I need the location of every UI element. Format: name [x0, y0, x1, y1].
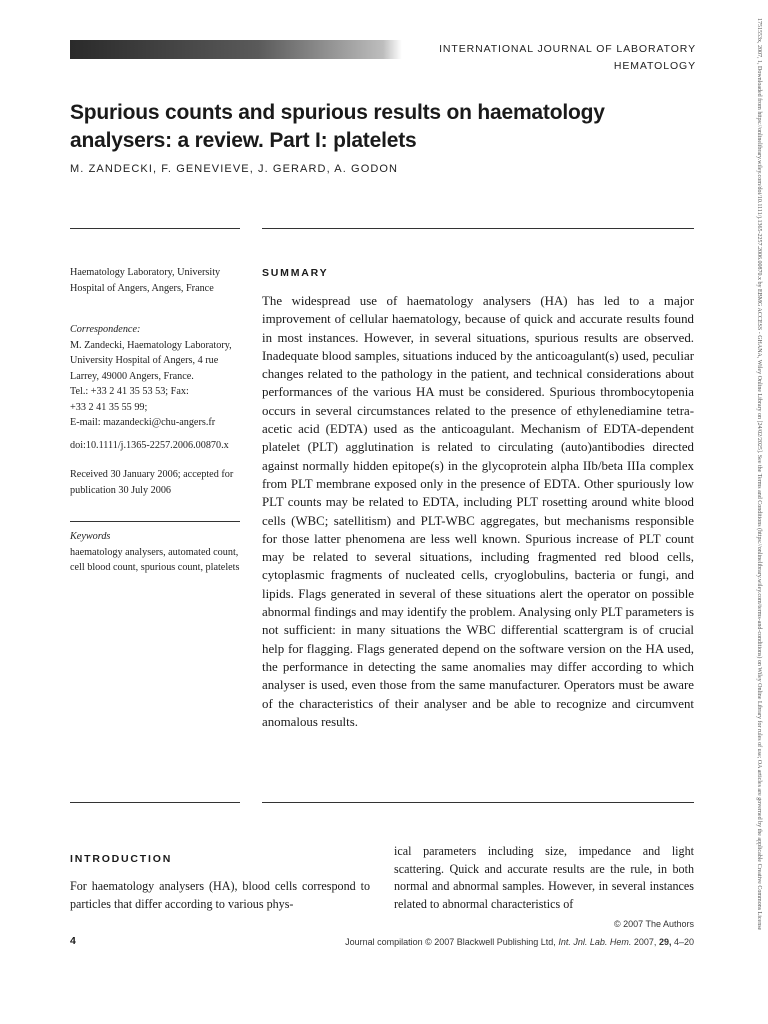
page-number: 4 — [70, 935, 76, 947]
sidebar-top-rule — [70, 228, 240, 229]
summary-bottom-rule — [262, 802, 694, 803]
sidebar-bottom-rule — [70, 802, 240, 803]
correspondence-block — [70, 322, 242, 431]
introduction-text-right: ical parameters including size, impedance and light scattering. Quick and accurate results are the rule, in both normal and abnormal samples. However, in several instances related to abnormal characteristics of — [394, 844, 694, 911]
correspondence-label: Correspondence: — [70, 324, 141, 335]
correspondence-email[interactable]: E-mail: mazandecki@chu-angers.fr — [70, 417, 216, 428]
introduction-text-left: For haematology analysers (HA), blood cells correspond to particles that differ according to various phys- — [70, 879, 370, 911]
keywords-list: haematology analysers, automated count, cell blood count, spurious count, platelets — [70, 546, 240, 573]
journal-abbreviation: Int. Jnl. Lab. Hem. — [558, 937, 632, 947]
received-dates: Received 30 January 2006; accepted for publication 30 July 2006 — [70, 469, 234, 496]
correspondence-address: M. Zandecki, Haematology Laboratory, University Hospital of Angers, 4 rue Larrey, 49000 Angers, France. — [70, 339, 232, 382]
affiliation: Haematology Laboratory, University Hospital of Angers, Angers, France — [70, 267, 221, 294]
correspondence-tel: Tel.: +33 2 41 35 53 53; Fax: — [70, 386, 189, 397]
summary-top-rule — [262, 228, 694, 229]
footer-citation — [260, 937, 694, 947]
doi[interactable]: doi:10.1111/j.1365-2257.2006.00870.x — [70, 440, 229, 451]
keywords-label: Keywords — [70, 531, 111, 542]
citation-volume: 29, — [658, 937, 672, 947]
correspondence-fax: +33 2 41 35 55 99; — [70, 401, 148, 413]
summary-heading: SUMMARY — [262, 267, 329, 279]
introduction-heading: INTRODUCTION — [70, 853, 173, 865]
summary-text: The widespread use of haematology analysers (HA) has led to a major improvement of cellular haematology, because of quick and accurate results found in most instances. However, in several situations, spurious results are observed. Inadequate blood samples, situations induced by the anticoagulant(s) used, peculiar changes related to the pathology in the patient, and technical considerations about performances of the various HA must be considered. Spurious thrombocytopenia occurs in several circumstances related to the presence of ethylenediamine tetra-acetic acid (EDTA) used as the anticoagulant. Mechanism of EDTA-dependent platelet (PLT) agglutination is related to circulating (auto)antibodies directed against normally hidden epitope(s) in the glycoprotein alpha IIb/beta IIIa complex from PLT membrane exposed only in the presence of EDTA. Other spuriously low PLT counts may be related to EDTA, including PLT rosetting around white blood cells (WBC; satellitism) and PLT-WBC aggregates, but mechanisms responsible for those latter phenomena are less well known. Spurious increase of PLT count may be related to several situations, including fragmented red blood cells, cytoplasmic fragments of nucleated cells, cryoglobulins, bacteria or fungi, and lipids. Flags generated in several of these situations alert the operator on possible abnormal findings and may identify the problem. Analysing only PLT parameters is not sufficient: in many situations the WBC differential scattergram is of crucial help for flagging. Flags generated depend on the software version on the HA used, the performance in detecting the same anomalies may differ according to which analyser is used, even those from the same manufacturer. Operators must be aware of the characteristics of their analyser and be able to recognize and circumvent anomalous results. — [262, 294, 694, 729]
citation-pages: 4–20 — [673, 937, 694, 947]
author-list: M. ZANDECKI, F. GENEVIEVE, J. GERARD, A. GODON — [70, 163, 399, 175]
article-title: Spurious counts and spurious results on haematology analysers: a review. Part I: platelets — [70, 101, 605, 152]
keywords-block — [70, 529, 242, 576]
copyright: © 2007 The Authors — [613, 919, 694, 929]
journal-compilation: Journal compilation © 2007 Blackwell Publishing Ltd, — [345, 937, 556, 947]
keywords-rule — [70, 521, 240, 522]
journal-name: INTERNATIONAL JOURNAL OF LABORATORY HEMATOLOGY — [439, 43, 696, 72]
download-margin-note: 1751553x, 2007, 1, Downloaded from https://onlinelibrary.wiley.com/doi/10.1111/j.1365-2257.2006.00870.x by EBMG ACCESS - GHANA, Wiley Online Library on [24/02/2025]. See the Terms and Conditions (https://onlinelibrary.wiley.com/terms-and-conditions) on Wiley Online Library for rules of use; OA articles are governed by the applicable Creative Commons License — [756, 18, 762, 931]
citation-year: 2007, — [633, 937, 657, 947]
